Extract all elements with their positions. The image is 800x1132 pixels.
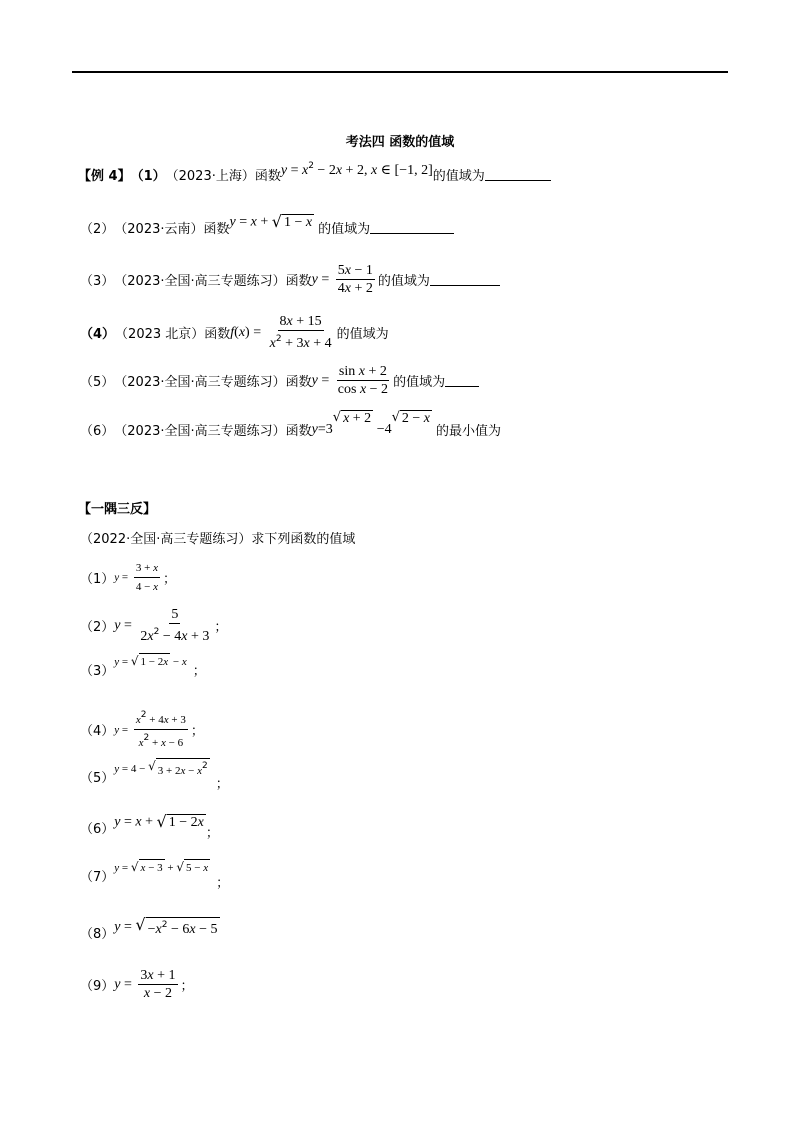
item-number: （5） — [80, 771, 115, 786]
practice-heading: 【一隅三反】 — [78, 502, 157, 517]
item-number: （4） — [80, 327, 116, 342]
answer-blank — [430, 273, 500, 286]
item-end: ； — [190, 724, 204, 739]
item-end: ； — [205, 826, 219, 841]
header-rule — [72, 71, 728, 73]
item-source: （2023·全国·高三专题练习）函数 — [114, 274, 312, 289]
item-suffix: 的值域为 — [318, 222, 371, 237]
answer-blank — [370, 221, 454, 234]
practice-heading-row — [78, 498, 156, 517]
answer-blank — [485, 168, 551, 181]
item-suffix: 的值域为 — [393, 375, 446, 390]
item-number: （8） — [80, 926, 115, 942]
practice-item-9 — [80, 968, 194, 1001]
formula: y = $\frac{5}{2x^2 - 4x + 3}$ — [114, 607, 210, 644]
answer-blank — [445, 374, 479, 387]
item-suffix: 的值域为 — [377, 274, 430, 289]
item-suffix: 的值域为 — [336, 327, 389, 342]
item-source: （2023·上海）函数 — [165, 169, 281, 184]
formula: y = x + √ 1 − 2x — [114, 812, 204, 832]
practice-intro-row — [80, 528, 355, 547]
formula: y = √ 1 − 2x − x — [114, 654, 187, 668]
formula: y=3 $^{√ x + 2}$ −4 $^{√ 2 - x}$ — [311, 409, 431, 437]
item-end: ； — [163, 572, 177, 587]
example-item-2 — [80, 212, 454, 237]
item-end: ； — [216, 876, 230, 891]
formula: y = x + √ 1 − x — [229, 212, 313, 232]
item-source: （2023·全国·高三专题练习）函数 — [114, 424, 312, 439]
item-end: ； — [192, 664, 206, 679]
example-tag: 【例 4】 — [78, 169, 131, 184]
item-source: （2023·云南）函数 — [114, 222, 230, 237]
item-number: （2） — [80, 222, 115, 237]
formula: y = 4 − √ $3 + 2x - x^2$ — [114, 759, 208, 777]
example-item-5 — [80, 364, 479, 397]
practice-item-1 — [80, 560, 176, 595]
formula: $y = x^2 - 2x + 2$, x ∈ [−1, 2] — [280, 160, 433, 178]
item-source: （2023 北京）函数 — [115, 327, 231, 342]
practice-item-8 — [80, 915, 220, 942]
practice-item-3 — [80, 654, 206, 679]
practice-item-6 — [80, 812, 219, 841]
example-item-3 — [80, 263, 500, 296]
item-suffix: 的最小值为 — [436, 424, 502, 439]
formula: y = √ $-x^2 - 6x - 5$ — [114, 915, 218, 937]
example-item-4 — [80, 314, 389, 351]
item-number: （1） — [80, 572, 115, 587]
formula: y = √ x − 3 + √ 5 − x — [114, 860, 209, 874]
formula: y = $\frac{5x - 1}{4x + 2}$ — [311, 263, 373, 296]
item-number: （2） — [80, 620, 115, 635]
item-number: （7） — [80, 870, 115, 885]
item-number: （3） — [80, 664, 115, 679]
item-number: （1） — [130, 169, 166, 184]
item-number: （6） — [80, 424, 115, 439]
item-end: ； — [214, 620, 228, 635]
item-number: （9） — [80, 979, 115, 994]
item-end: ； — [180, 979, 194, 994]
formula: y = $\frac{\text{sin x + 2}}{\text{cos x − 2}}$ — [311, 364, 389, 397]
item-number: （6） — [80, 822, 115, 837]
formula: f(x) = $\frac{8x + 15}{x^2 + 3x + 4}$ — [230, 314, 332, 351]
practice-item-7 — [80, 860, 230, 891]
formula: y = $\frac{3x + 1}{x - 2}$ — [114, 968, 176, 1001]
item-suffix: 的值域为 — [432, 169, 485, 184]
item-number: （3） — [80, 274, 115, 289]
section-title: 考法四 函数的值域 — [345, 135, 455, 150]
practice-intro: （2022·全国·高三专题练习）求下列函数的值域 — [80, 532, 356, 547]
item-source: （2023·全国·高三专题练习）函数 — [114, 375, 312, 390]
item-number: （5） — [80, 375, 115, 390]
practice-item-5 — [80, 759, 229, 792]
formula: y = $\frac{x^2 + 4x + 3}{x^2 + x - 6}$ — [114, 710, 186, 749]
formula: y = $\frac{3 + x}{4 - x}$ — [114, 562, 158, 593]
item-end: ； — [215, 777, 229, 792]
practice-item-4 — [80, 708, 204, 751]
item-number: （4） — [80, 724, 115, 739]
example-item-1 — [78, 160, 551, 184]
practice-item-2 — [80, 607, 227, 644]
example-item-6 — [80, 409, 502, 439]
